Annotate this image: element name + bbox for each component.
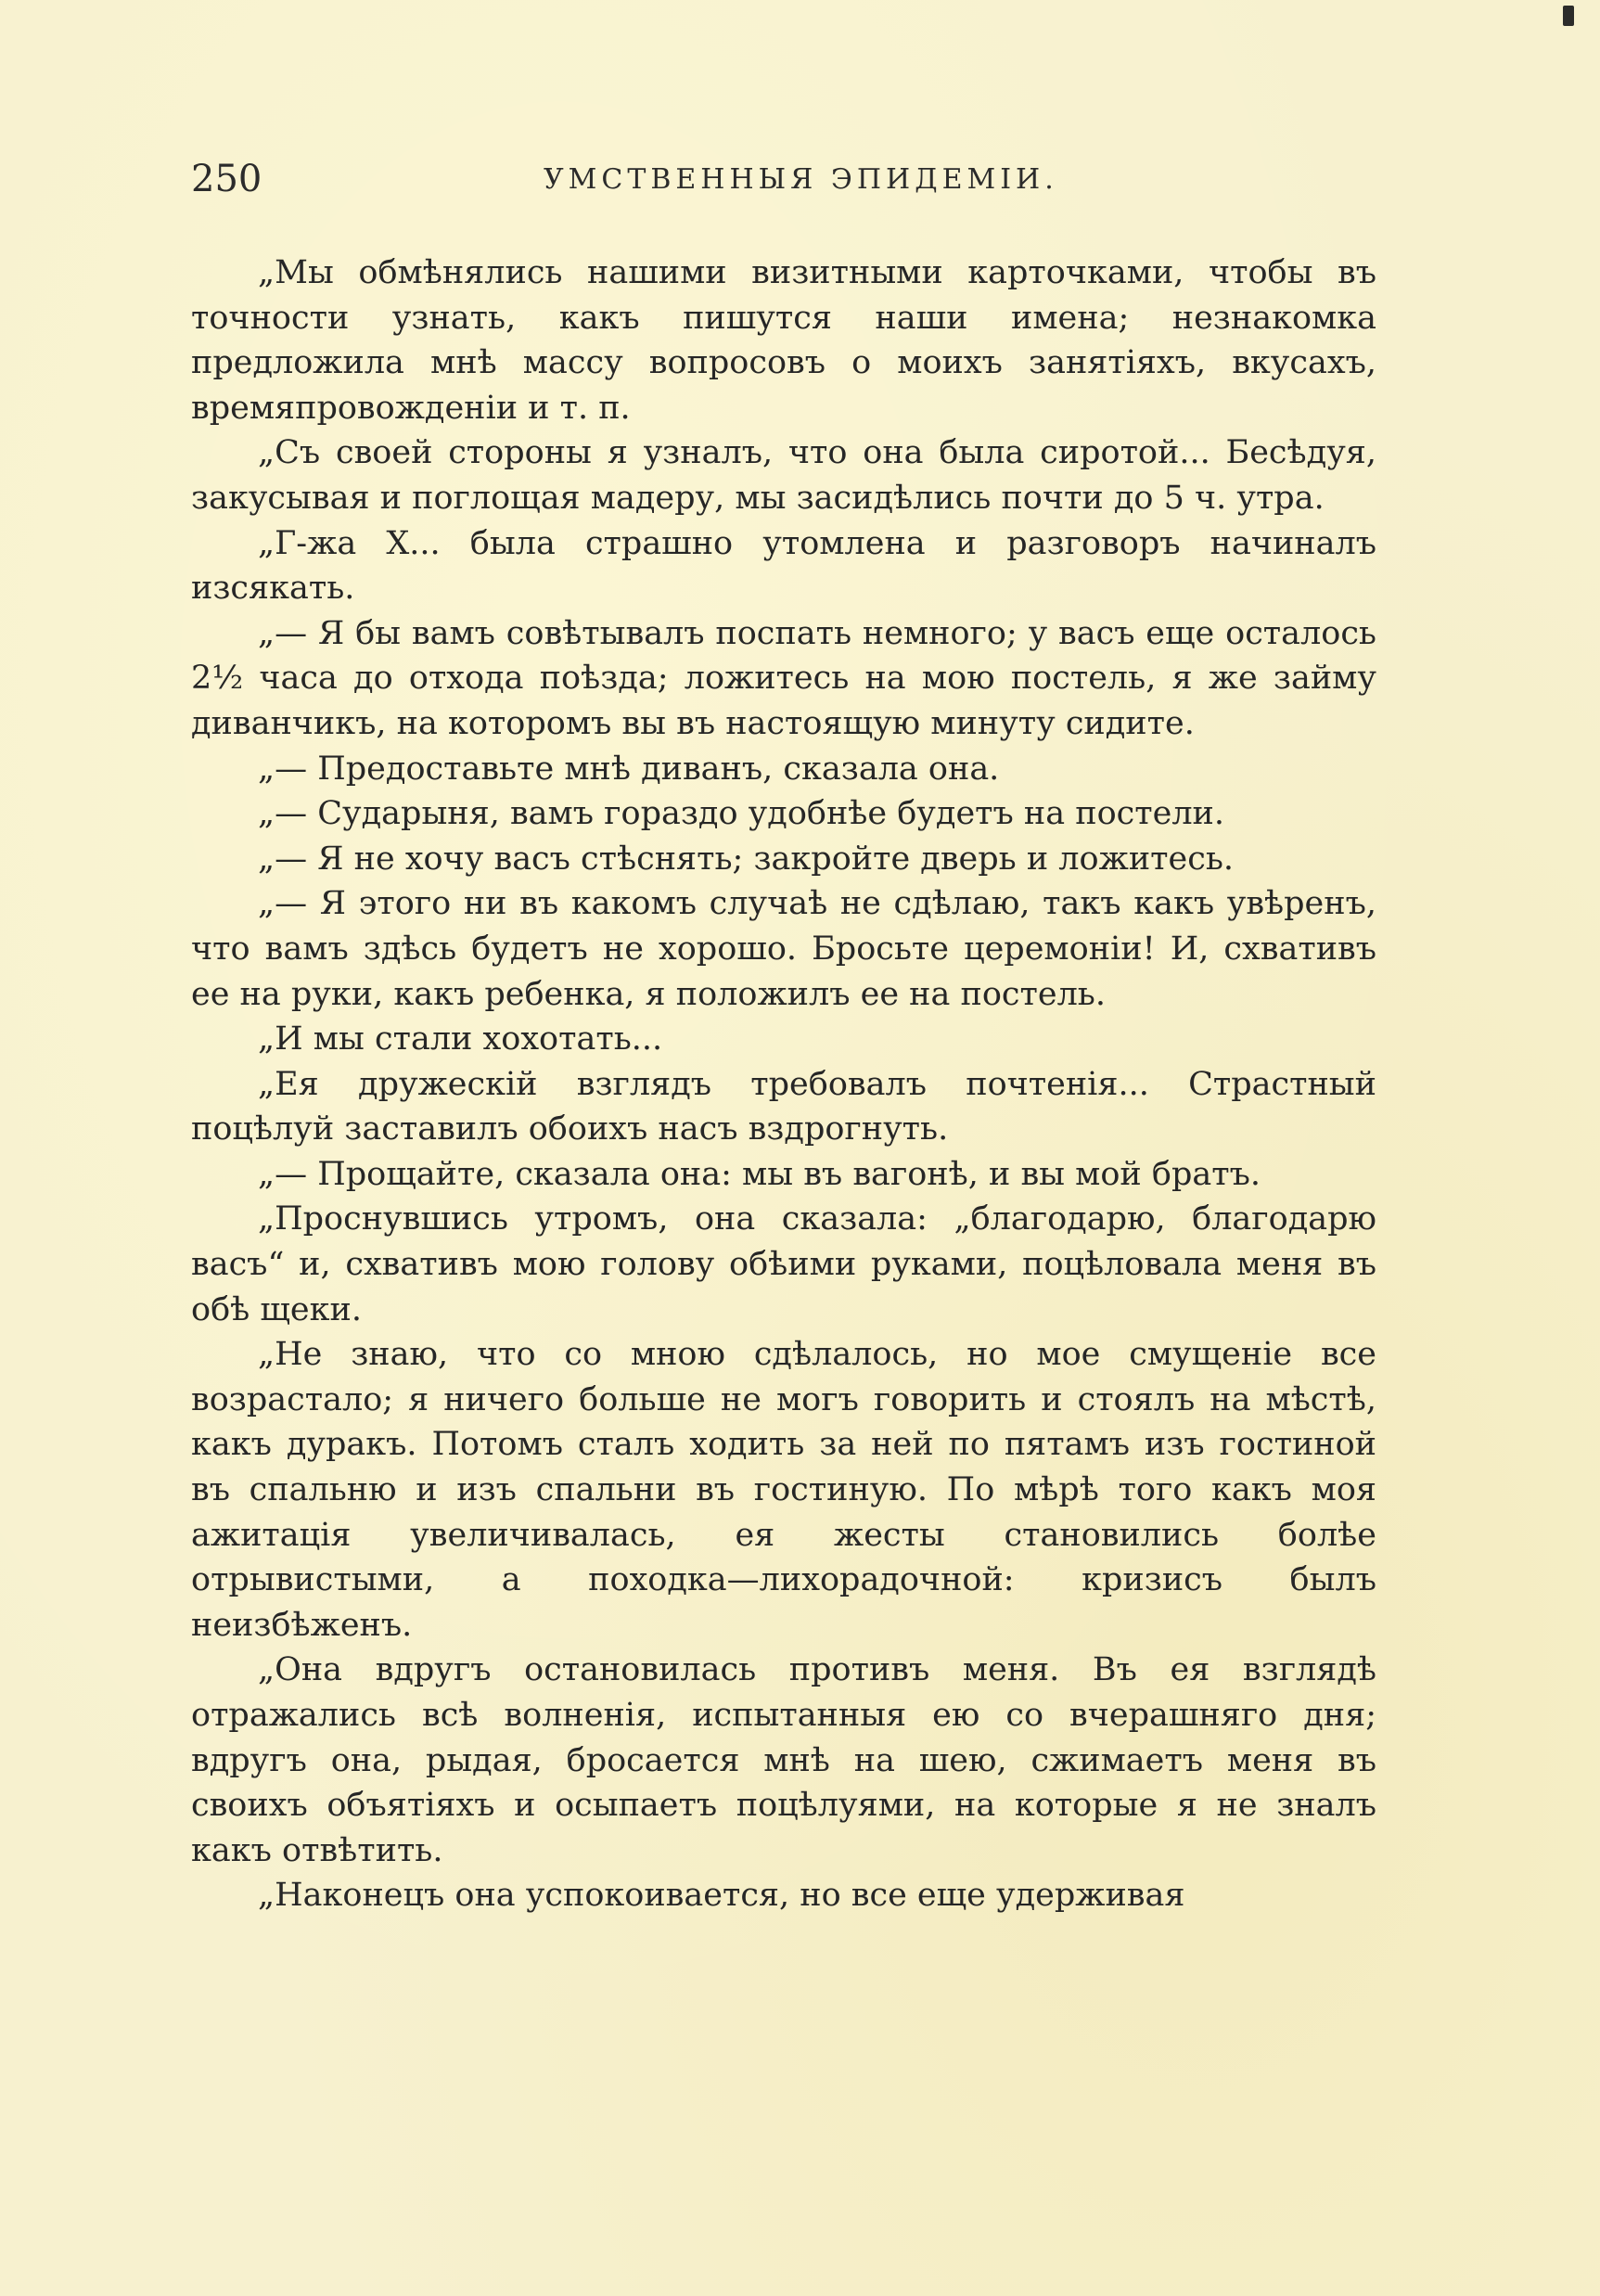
page-number: 250: [191, 158, 262, 200]
paragraph: „— Прощайте, сказала она: мы въ вагонѣ, и вы мой братъ.: [258, 1155, 1261, 1193]
paragraph: „Не знаю, что со мною сдѣлалось, но мое смущенiе все возрастало; я ничего больше не могъ говорить и стоялъ на мѣстѣ, какъ дуракъ. Потомъ сталъ ходить за ней по пятамъ изъ гостиной въ спальню и изъ спальни въ гостиную. По мѣрѣ того какъ моя ажитацiя увеличивалась, ея жесты становились болѣе отрывистыми, а походка—лихорадочной: кризисъ былъ неизбѣженъ.: [191, 1336, 1376, 1644]
paragraph: „Проснувшись утромъ, она сказала: „благодарю, благодарю васъ“ и, схвативъ мою голову обѣими руками, поцѣловала меня въ обѣ щеки.: [191, 1200, 1376, 1328]
paragraph: „— Я бы вамъ совѣтывалъ поспать немного; у васъ еще осталось 2½ часа до отхода поѣзда; ложитесь на мою постель, я же займу диванчикъ, на которомъ вы въ настоящую минуту сидите.: [191, 614, 1376, 742]
paragraph: „— Предоставьте мнѣ диванъ, сказала она.: [258, 750, 1000, 788]
body-text: [191, 250, 1376, 1918]
paragraph: „— Я не хочу васъ стѣснять; закройте дверь и ложитесь.: [258, 840, 1234, 878]
paragraph: „— Сударыня, вамъ гораздо удобнѣе будетъ на постели.: [258, 795, 1225, 833]
running-title: УМСТВЕННЫЯ ЭПИДЕМIИ.: [544, 163, 1058, 196]
running-head: [191, 156, 1376, 202]
paragraph: „Ея дружескiй взглядъ требовалъ почтенiя... Страстный поцѣлуй заставилъ обоихъ насъ вздрогнуть.: [191, 1065, 1376, 1148]
scan-edge-mark: [1563, 6, 1574, 26]
paragraph: „Г-жа Х... была страшно утомлена и разговоръ начиналъ изсякать.: [191, 524, 1376, 608]
paragraph: „Мы обмѣнялись нашими визитными карточками, чтобы въ точности узнать, какъ пишутся наши имена; незнакомка предложила мнѣ массу вопросовъ о моихъ занятiяхъ, вкусахъ, времяпровожденiи и т. п.: [191, 254, 1376, 427]
paragraph: „Она вдругъ остановилась противъ меня. Въ ея взглядѣ отражались всѣ волненiя, испытанныя ею со вчерашняго дня; вдругъ она, рыдая, бросается мнѣ на шею, сжимаетъ меня въ своихъ объятiяхъ и осыпаетъ поцѣлуями, на которые я не зналъ какъ отвѣтить.: [191, 1651, 1376, 1869]
paragraph: „И мы стали хохотать...: [258, 1020, 663, 1058]
paragraph: „— Я этого ни въ какомъ случаѣ не сдѣлаю, такъ какъ увѣренъ, что вамъ здѣсь будетъ не хорошо. Бросьте церемонiи! И, схвативъ ее на руки, какъ ребенка, я положилъ ее на постель.: [191, 885, 1376, 1013]
paragraph: „Наконецъ она успокоивается, но все еще удерживая: [258, 1877, 1185, 1915]
paragraph: „Съ своей стороны я узналъ, что она была сиротой... Бесѣдуя, закусывая и поглощая мадеру, мы засидѣлись почти до 5 ч. утра.: [191, 434, 1376, 517]
